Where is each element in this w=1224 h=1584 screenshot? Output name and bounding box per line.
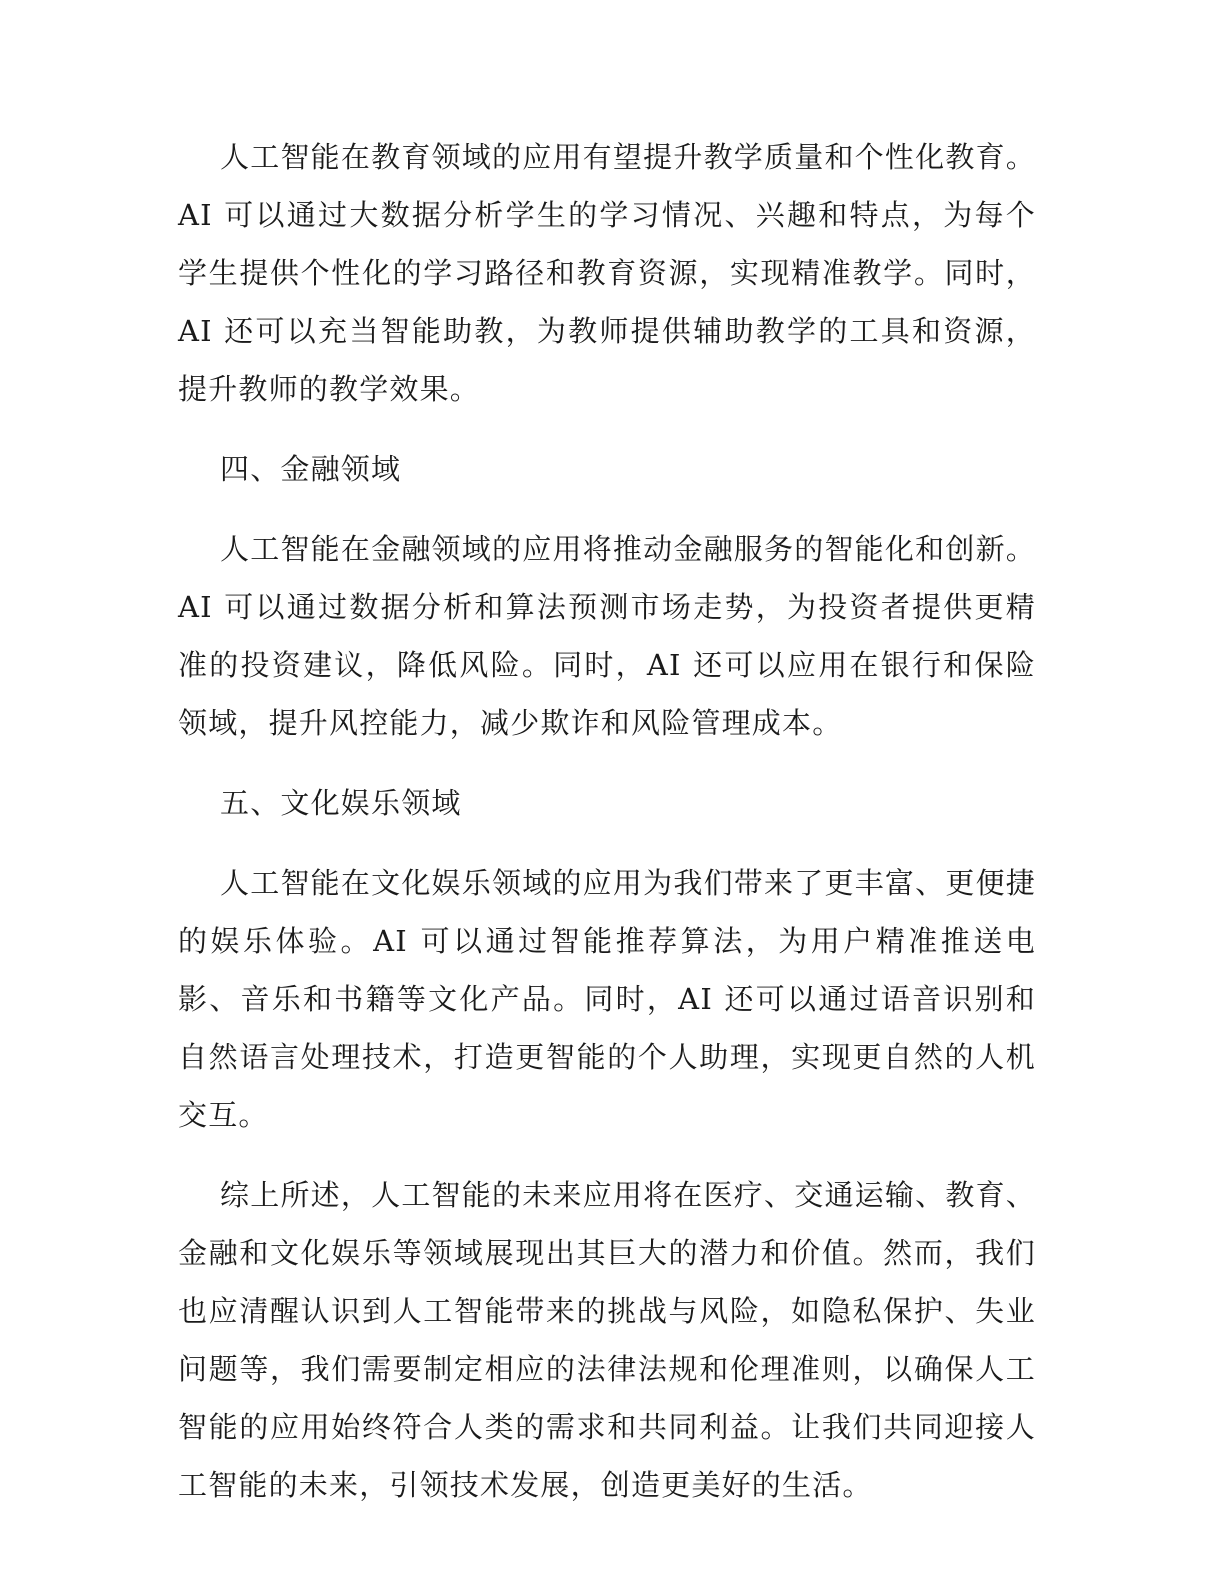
- paragraph-entertainment: 人工智能在文化娱乐领域的应用为我们带来了更丰富、更便捷的娱乐体验。AI 可以通过智能推荐算法，为用户精准推送电影、音乐和书籍等文化产品。同时，AI 还可以通过语音识别和自然语言处理技术，打造更智能的个人助理，实现更自然的人机交互。: [178, 866, 1036, 1132]
- document-body: [178, 128, 1036, 1536]
- paragraph-education: 人工智能在教育领域的应用有望提升教学质量和个性化教育。AI 可以通过大数据分析学生的学习情况、兴趣和特点，为每个学生提供个性化的学习路径和教育资源，实现精准教学。同时，AI 还可以充当智能助教，为教师提供辅助教学的工具和资源，提升教师的教学效果。: [178, 140, 1036, 406]
- section-heading-entertainment: 五、文化娱乐领域: [220, 786, 462, 820]
- section-heading-finance: 四、金融领域: [220, 452, 402, 486]
- paragraph-finance: 人工智能在金融领域的应用将推动金融服务的智能化和创新。AI 可以通过数据分析和算法预测市场走势，为投资者提供更精准的投资建议，降低风险。同时，AI 还可以应用在银行和保险领域，提升风控能力，减少欺诈和风险管理成本。: [178, 532, 1036, 740]
- paragraph-conclusion: 综上所述，人工智能的未来应用将在医疗、交通运输、教育、金融和文化娱乐等领域展现出其巨大的潜力和价值。然而，我们也应清醒认识到人工智能带来的挑战与风险，如隐私保护、失业问题等，我们需要制定相应的法律法规和伦理准则，以确保人工智能的应用始终符合人类的需求和共同利益。让我们共同迎接人工智能的未来，引领技术发展，创造更美好的生活。: [178, 1178, 1036, 1502]
